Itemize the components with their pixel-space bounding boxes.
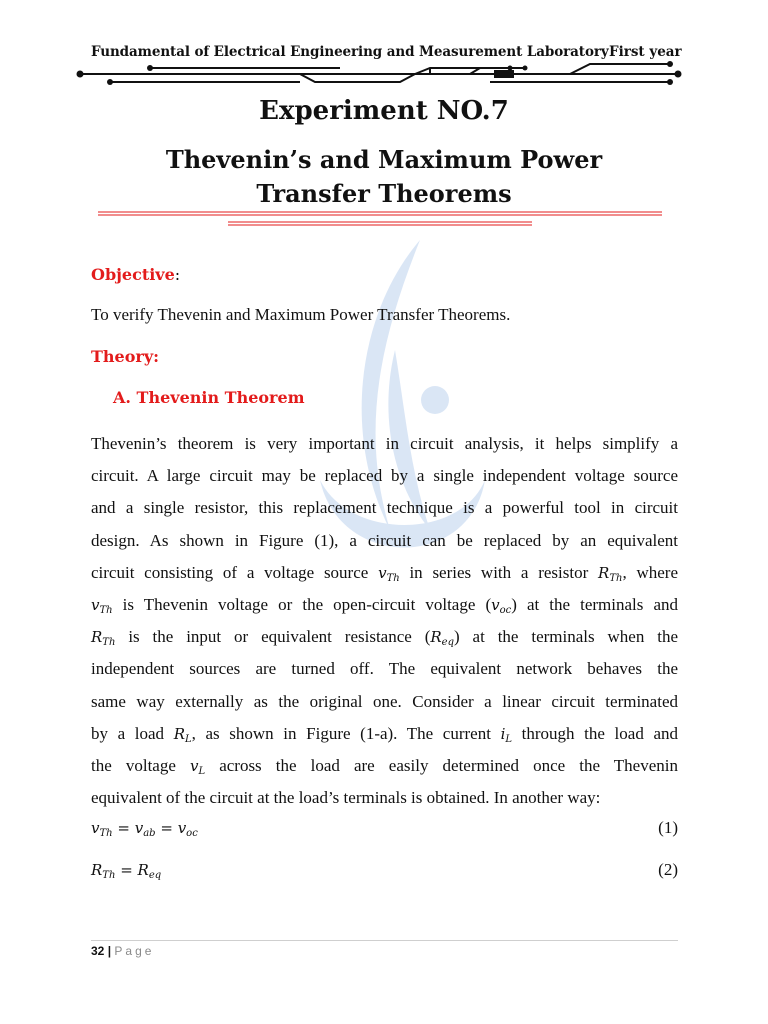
paragraph-line: $v_{Th}$ is Thevenin voltage or the open-circuit voltage $(v_{oc})$ at the terminals and <box>91 595 678 617</box>
symbol-voc: $v_{oc}$ <box>491 596 512 617</box>
page-label: Page <box>114 944 155 958</box>
symbol-rl: $R_L$ <box>173 724 192 745</box>
paragraph-line: independent sources are turned off. The equivalent network behaves the <box>91 659 678 679</box>
objective-heading-label: Objective <box>91 265 175 284</box>
paragraph-line: circuit consisting of a voltage source $v_{Th}$ in series with a resistor $R_{Th}$, where <box>91 562 678 584</box>
objective-heading <box>91 265 180 284</box>
symbol-il: $i_L$ <box>500 724 513 745</box>
symbol-rth: $R_{Th}$ <box>598 563 623 584</box>
title-underline-rule <box>98 210 662 226</box>
header-year: First year <box>609 44 682 60</box>
symbol-vth: $v_{Th}$ <box>378 563 400 584</box>
footer-rule <box>91 940 678 941</box>
objective-text: To verify Thevenin and Maximum Power Transfer Theorems. <box>91 305 511 324</box>
section-a-heading: A. Thevenin Theorem <box>113 388 305 407</box>
equation-2-number: (2) <box>658 860 678 879</box>
symbol-req: $R_{eq}$ <box>430 628 454 649</box>
theory-heading: Theory: <box>91 347 160 366</box>
page-footer <box>91 944 154 958</box>
main-title <box>0 143 768 211</box>
header-course-title: Fundamental of Electrical Engineering and Measurement Laboratory <box>91 44 609 60</box>
symbol-vl: $v_L$ <box>189 757 206 778</box>
paragraph-line: same way externally as the original one. Consider a linear circuit terminated <box>91 691 678 711</box>
paragraph-line: circuit. A large circuit may be replaced by a single independent voltage source <box>91 466 678 486</box>
main-title-line2: Transfer Theorems <box>256 179 512 208</box>
paragraph-line: equivalent of the circuit at the load’s terminals is obtained. In another way: <box>91 788 601 808</box>
equation-1-number: (1) <box>658 818 678 837</box>
paragraph-line: $R_{Th}$ is the input or equivalent resistance $(R_{eq})$ at the terminals when the <box>91 627 678 649</box>
paragraph-line: the voltage $v_L$ across the load are easily determined once the Thevenin <box>91 756 678 778</box>
theory-paragraph <box>91 428 678 814</box>
page-number: 32 <box>91 944 105 958</box>
objective-colon: : <box>174 265 181 284</box>
header-circuit-decoration <box>70 60 690 92</box>
footer-separator: | <box>104 944 115 958</box>
main-title-line1: Thevenin’s and Maximum Power <box>165 145 603 174</box>
paragraph-line: design. As shown in Figure (1), a circuit can be replaced by an equivalent <box>91 530 678 550</box>
equation-2: $R_{Th} = R_{eq}$ <box>91 861 162 881</box>
paragraph-line: by a load $R_L$, as shown in Figure (1-a). The current $i_L$ through the load and <box>91 723 678 745</box>
experiment-title: Experiment NO.7 <box>259 96 509 126</box>
symbol-vth: $v_{Th}$ <box>91 596 113 617</box>
equation-1: $v_{Th} = v_{ab} = v_{oc}$ <box>91 819 198 839</box>
symbol-rth: $R_{Th}$ <box>91 628 116 649</box>
paragraph-line: and a single resistor, this replacement technique is a powerful tool in circuit <box>91 498 678 518</box>
paragraph-line: Thevenin’s theorem is very important in circuit analysis, it helps simplify a <box>91 434 678 453</box>
